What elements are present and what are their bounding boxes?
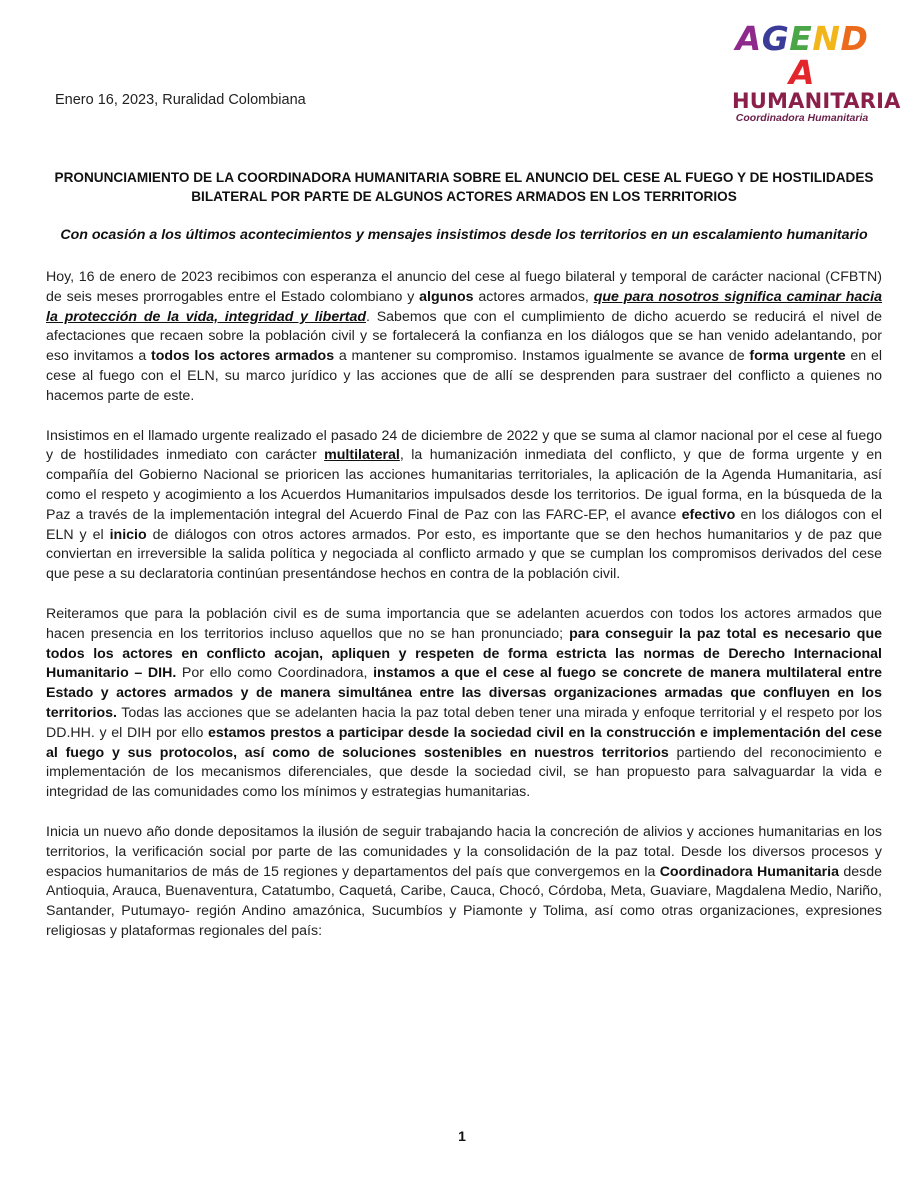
paragraph-3 <box>46 605 882 803</box>
logo-letter: D <box>840 19 869 58</box>
logo-letter: A <box>735 19 762 58</box>
text-run: partiendo del reconocimiento e implementación de los mecanismos diferenciales, que desde la sociedad civil, se han propuesto para salvaguardar la vida e integridad de las comunidades como los mínimos y estrategias humanitarias. <box>46 744 882 801</box>
logo-letter: G <box>761 19 790 58</box>
text-run: actores armados, <box>473 288 594 305</box>
text-run: . Sabemos que con el cumplimiento de dicho acuerdo se reducirá el nivel de afectaciones que recaen sobre la población civil y se fortalecerá la confianza en los diálogos que se han venido adelantando, por eso invitamos a <box>46 308 882 365</box>
text-run: algunos <box>419 288 474 305</box>
text-run: en el cese al fuego con el ELN, su marco jurídico y las acciones que de allí se desprenden para sustraer del conflicto a quienes no hacemos parte de este. <box>46 348 882 404</box>
text-run: forma urgente <box>749 348 846 365</box>
text-run: efectivo <box>681 506 736 523</box>
text-run: Hoy, 16 de enero de 2023 recibimos con esperanza el anuncio del cese al fuego bilateral y temporal de carácter nacional (CFBTN) de seis meses prorrogables entre el Estado colombiano y <box>46 269 882 305</box>
document-date: Enero 16, 2023, Ruralidad Colombiana <box>55 92 306 108</box>
text-run: multilateral <box>324 447 400 464</box>
text-run: Inicia un nuevo año donde depositamos la ilusión de seguir trabajando hacia la concreción de alivios y acciones humanitarias en los territorios, la verificación social por parte de las comunidades y la consolidación de la paz total. Desde los diversos procesos y espacios humanitarios de más de 15 regiones y departamentos del país que convergemos en la <box>46 823 882 880</box>
logo-agenda-word <box>732 19 872 92</box>
logo-humanitaria-word: HUMANITARIA <box>732 89 901 113</box>
text-run: instamos a que el cese al fuego se concrete de manera multilateral entre Estado y actores armados y de manera simultánea entre las diversas organizaciones armadas que confluyen en los territorios. <box>46 665 882 721</box>
text-run: de diálogos con otros actores armados. Por esto, es importante que se den hechos humanitarios y de paz que conviertan en irreversible la salida política y negociada al conflicto armado y que se cumplan los compromisos derivados del cese que pese a su declaratoria continúan presentándose hechos en contra de la población civil. <box>46 526 882 583</box>
text-run: todos los actores armados <box>151 348 335 365</box>
document-title: PRONUNCIAMIENTO DE LA COORDINADORA HUMANITARIA SOBRE EL ANUNCIO DEL CESE AL FUEGO Y DE HOSTILIDADES BILATERAL POR PARTE DE ALGUNOS ACTORES ARMADOS EN LOS TERRITORIOS <box>54 170 874 204</box>
text-run: desde Antioquia, Arauca, Buenaventura, Catatumbo, Caquetá, Caribe, Cauca, Chocó, Córdoba, Meta, Guaviare, Magdalena Medio, Nariño, Santander, Putumayo- región Andino amazónica, Sucumbíos y Piamonte y Tolima, así como otras organizaciones, expresiones religiosas y plataformas regionales del país: <box>46 863 882 939</box>
text-run: a mantener su compromiso. Instamos igualmente se avance de <box>334 348 750 365</box>
document-subtitle: Con ocasión a los últimos acontecimientos y mensajes insistimos desde los territorios en un escalamiento humanitario <box>60 227 868 243</box>
logo-letter: E <box>789 19 813 58</box>
logo-letter: N <box>812 19 841 58</box>
text-run: que para nosotros significa caminar hacia la protección de la vida, integridad y libertad <box>46 288 882 325</box>
agenda-humanitaria-logo <box>732 19 901 125</box>
document-body <box>46 168 882 962</box>
text-run: Todas las acciones que se adelanten hacia la paz total deben tener una mirada y enfoque territorial y el respeto por los DD.HH. y el DIH por ello <box>46 704 882 741</box>
text-run: inicio <box>109 526 147 543</box>
text-run: Por ello como Coordinadora, <box>176 665 374 682</box>
text-run: Coordinadora Humanitaria <box>659 863 840 880</box>
paragraph-2 <box>46 427 882 585</box>
page-number: 1 <box>458 1128 466 1144</box>
logo-tagline: Coordinadora Humanitaria <box>735 112 869 124</box>
logo-letter: A <box>788 53 816 92</box>
text-run: Reiteramos que para la población civil es de suma importancia que se adelanten acuerdos con todos los actores armados que hacen presencia en los territorios incluso aquellos que no se han pronunciado; <box>46 605 882 642</box>
text-run: Insistimos en el llamado urgente realizado el pasado 24 de diciembre de 2022 y que se suma al clamor nacional por el cese al fuego y de hostilidades inmediato con carácter <box>46 427 882 464</box>
paragraph-4 <box>46 823 882 942</box>
paragraph-1 <box>46 268 882 407</box>
text-run: , la humanización inmediata del conflicto, y que de forma urgente y en compañía del Gobierno Nacional se prioricen las acciones humanitarias territoriales, la aplicación de la Agenda Humanitaria, así como el respeto y acogimiento a los Acuerdos Humanitarios impulsados desde los territorios. De igual forma, en la búsqueda de la Paz a través de la implementación integral del Acuerdo Final de Paz con las FARC-EP, el avance <box>46 447 882 523</box>
text-run: para conseguir la paz total es necesario que todos los actores en conflicto acojan, apliquen y respeten de forma estricta las normas de Derecho Internacional Humanitario – DIH. <box>46 625 883 682</box>
text-run: estamos prestos a participar desde la sociedad civil en la construcción e implementación del cese al fuego y sus protocolos, así como de soluciones sostenibles en nuestros territorios <box>46 724 882 761</box>
text-run: en los diálogos con el ELN y el <box>46 506 882 543</box>
